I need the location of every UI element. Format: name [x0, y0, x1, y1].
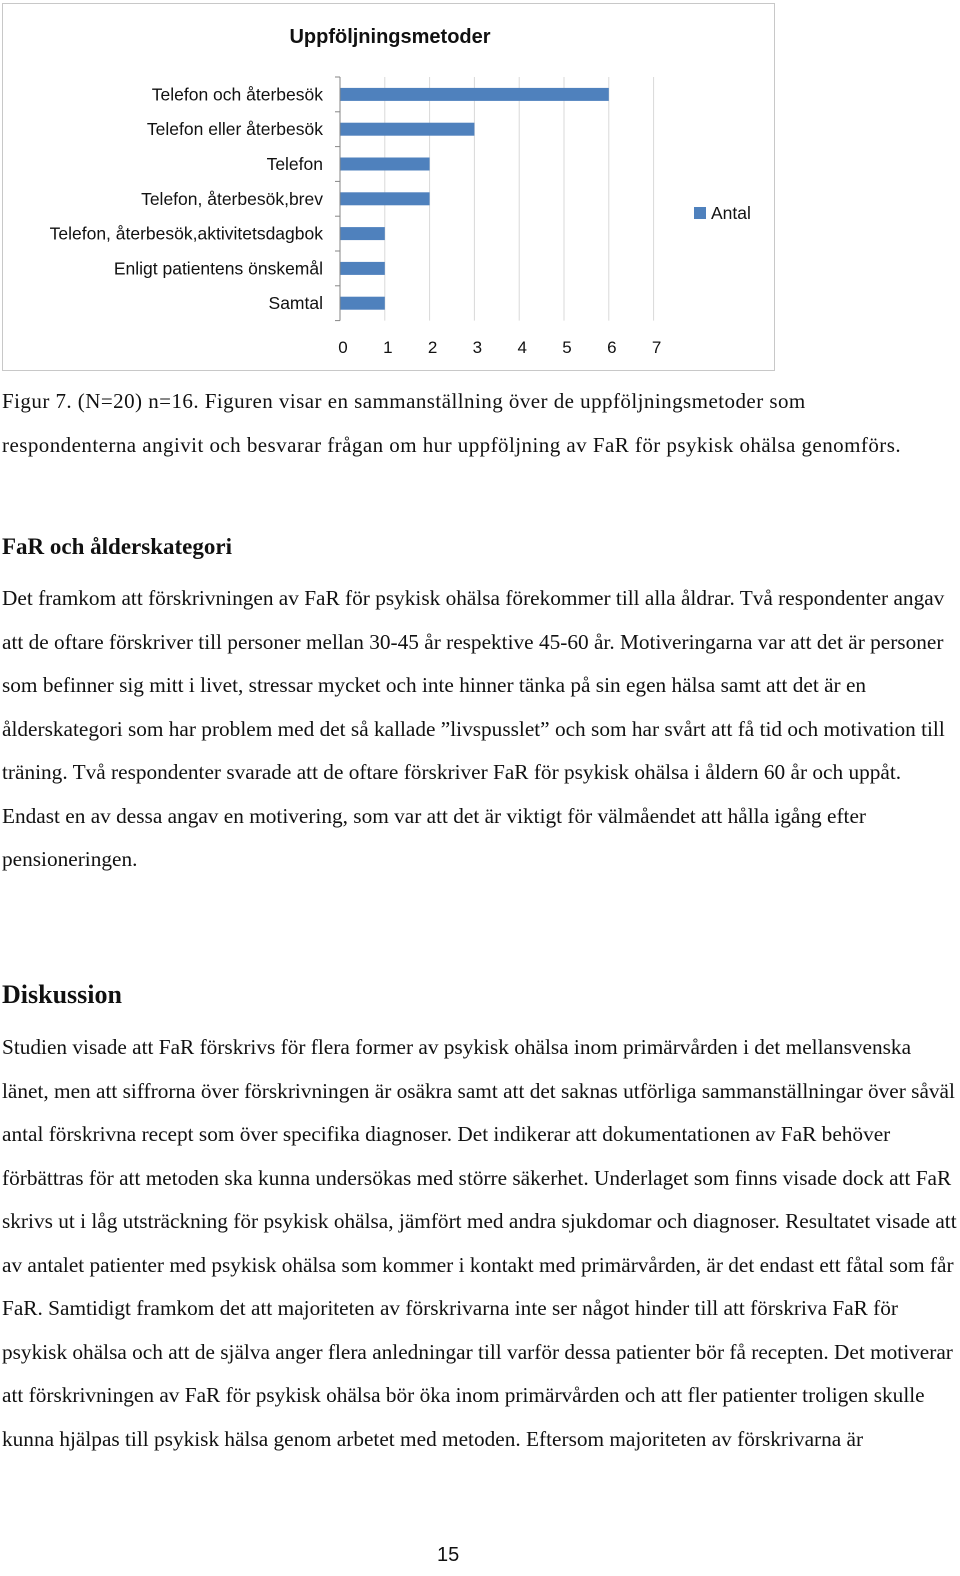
chart-container	[2, 3, 775, 371]
body-paragraph-diskussion: Studien visade att FaR förskrivs för flera former av psykisk ohälsa inom primärvården i det mellansvenska länet, men att siffrorna över förskrivningen är osäkra samt att det saknas utförliga sammanställningar över såväl antal förskrivna recept som över specifika diagnoser. Det indikerar att dokumentationen av FaR behöver förbättras för att metoden ska kunna undersökas med större säkerhet. Underlaget som finns visade dock att FaR skrivs ut i låg utsträckning för psykisk ohälsa, jämfört med andra sjukdomar och diagnoser. Resultatet visade att av antalet patienter med psykisk ohälsa som kommer i kontakt med primärvården, är det endast ett fåtal som får FaR. Samtidigt framkom det att majoriteten av förskrivarna inte ser något hinder till att förskriva FaR för psykisk ohälsa och att de själva anger flera anledningar till varför dessa patienter bör få recepten. Det motiverar att förskrivningen av FaR för psykisk ohälsa bör öka inom primärvården och att fler patienter troligen skulle kunna hjälpas till psykisk hälsa genom arbetet med metoden. Eftersom majoriteten av förskrivarna är	[2, 1035, 957, 1451]
x-tick-label: 1	[383, 338, 393, 357]
x-tick-label: 2	[427, 338, 438, 357]
category-label: Enligt patientens önskemål	[113, 258, 323, 279]
bar	[340, 192, 430, 205]
x-tick-label: 5	[562, 338, 572, 357]
category-label: Telefon, återbesök,aktivitetsdagbok	[49, 223, 323, 244]
section-heading-diskussion: Diskussion	[2, 980, 122, 1009]
bar	[340, 227, 385, 240]
x-tick-label: 7	[651, 338, 662, 357]
x-tick-label: 4	[517, 338, 527, 357]
x-tick-label: 3	[472, 338, 483, 357]
figure-caption: Figur 7. (N=20) n=16. Figuren visar en sammanställning över de uppföljningsmetoder som respondenterna angivit och besvarar frågan om hur uppföljning av FaR för psykisk ohälsa genomförs.	[2, 389, 902, 457]
legend-swatch	[694, 207, 706, 219]
bar-chart	[3, 4, 776, 372]
section-heading-far-alderskategori: FaR och ålderskategori	[2, 534, 232, 559]
bar	[340, 158, 430, 171]
category-label: Telefon	[266, 154, 323, 174]
category-label: Samtal	[268, 293, 323, 314]
category-label: Telefon, återbesök,brev	[141, 188, 323, 209]
page-number: 15	[437, 1544, 460, 1566]
body-paragraph-far-alderskategori: Det framkom att förskrivningen av FaR för psykisk ohälsa förekommer till alla åldrar. Två respondenter angav att de oftare förskriver till personer mellan 30-45 år respektive 45-60 år. Motiveringarna var att det är personer som befinner sig mitt i livet, stressar mycket och inte hinner tänka på sin egen hälsa samt att det är en ålderskategori som har problem med det så kallade ”livspusslet” och som har svårt att få tid och motivation till träning. Två respondenter svarade att de oftare förskriver FaR för psykisk ohälsa i åldern 60 år och uppåt. Endast en av dessa angav en motivering, som var att det är viktigt för välmåendet att hålla igång efter pensioneringen.	[2, 586, 945, 871]
x-tick-label: 0	[338, 338, 348, 357]
bar	[340, 297, 385, 310]
legend-label: Antal	[711, 203, 751, 223]
category-label: Telefon och återbesök	[151, 84, 323, 105]
bar	[340, 88, 609, 101]
bar	[340, 262, 385, 275]
bar	[340, 123, 474, 136]
x-tick-label: 6	[607, 338, 617, 357]
category-label: Telefon eller återbesök	[146, 119, 323, 140]
chart-title: Uppföljningsmetoder	[289, 26, 491, 48]
